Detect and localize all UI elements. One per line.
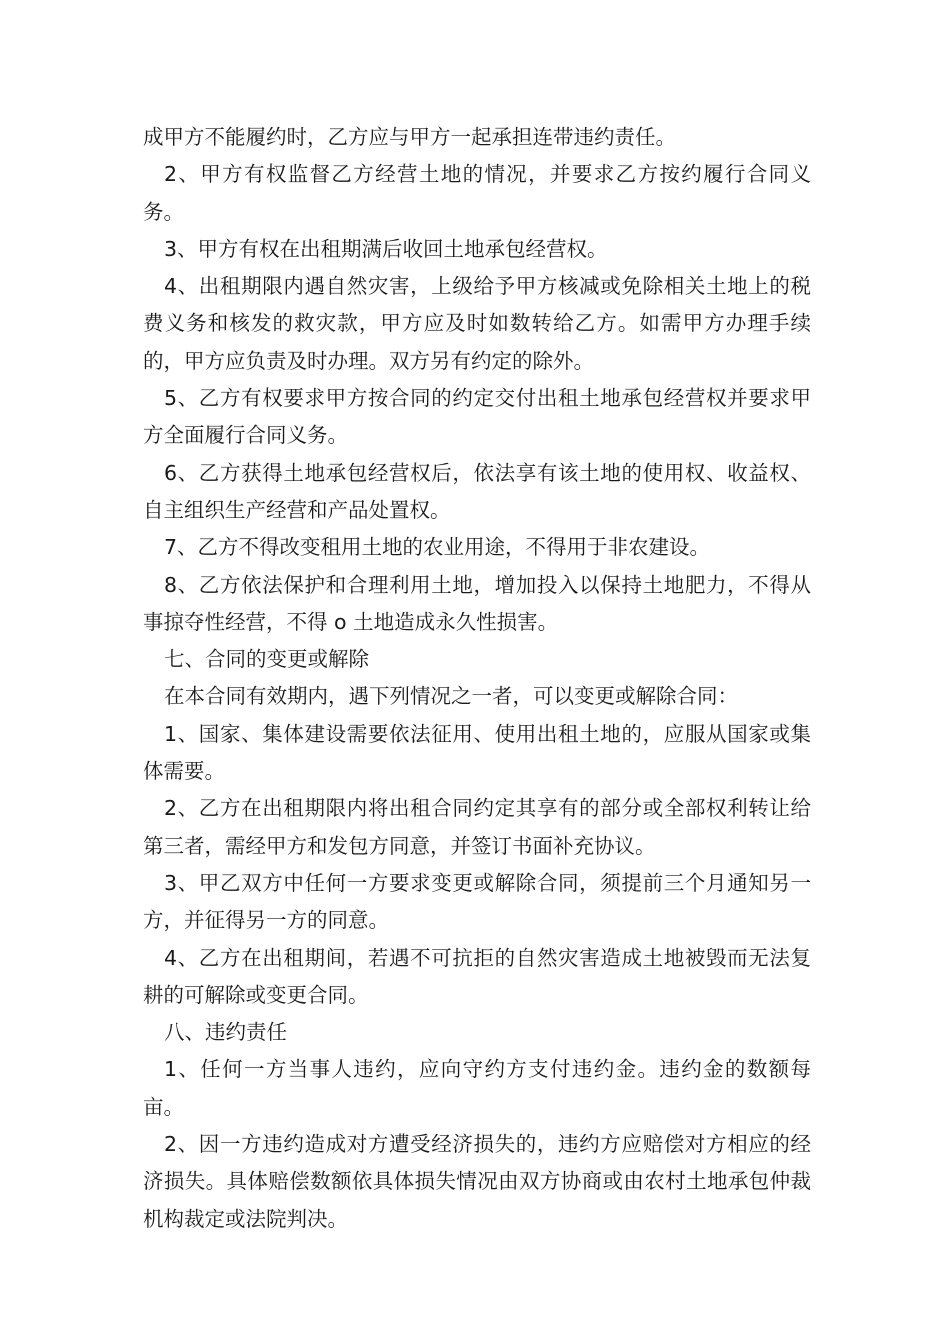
clause-compensation: 2、因一方违约造成对方遭受经济损失的，违约方应赔偿对方相应的经济损失。具体赔偿数额依具体损失情况由双方协商或由农村土地承包仲裁机构裁定或法院判决。 — [143, 1132, 811, 1231]
clause-penalty: 1、任何一方当事人违约，应向守约方支付违约金。违约金的数额每亩。 — [143, 1057, 811, 1119]
clause-advance-notice: 3、甲乙双方中任何一方要求变更或解除合同，须提前三个月通知另一方，并征得另一方的同意。 — [143, 870, 811, 933]
clause-transfer-rights: 2、乙方在出租期限内将出租合同约定其享有的部分或全部权利转让给第三者，需经甲方和发包方同意，并签订书面补充协议。 — [143, 796, 811, 858]
section-heading-breach: 八、违约责任 — [164, 1020, 287, 1045]
section-heading-change-termination: 七、合同的变更或解除 — [164, 647, 369, 672]
section-intro-change-termination: 在本合同有效期内，遇下列情况之一者，可以变更或解除合同： — [164, 684, 738, 709]
clause-protect-land: 8、乙方依法保护和合理利用土地，增加投入以保持土地肥力，不得从事掠夺性经营，不得 o 土地造成永久性损害。 — [143, 572, 811, 634]
clause-disaster-relief: 4、出租期限内遇自然灾害，上级给予甲方核减或免除相关土地上的税费义务和核发的救灾款，甲方应及时如数转给乙方。如需甲方办理手续的，甲方应负责及时办理。双方另有约定的除外。 — [143, 274, 811, 373]
clause-force-majeure: 4、乙方在出租期间，若遇不可抗拒的自然灾害造成土地被毁而无法复耕的可解除或变更合同。 — [143, 945, 811, 1007]
clause-party-b-rights: 6、乙方获得土地承包经营权后，依法享有该土地的使用权、收益权、自主组织生产经营和产品处置权。 — [143, 460, 811, 522]
clause-state-requisition: 1、国家、集体建设需要依法征用、使用出租土地的，应服从国家或集体需要。 — [143, 721, 811, 784]
clause-party-a-supervise: 2、甲方有权监督乙方经营土地的情况，并要求乙方按约履行合同义务。 — [143, 162, 811, 224]
document-body — [143, 119, 811, 1238]
clause-party-a-reclaim: 3、甲方有权在出租期满后收回土地承包经营权。 — [164, 236, 608, 261]
clause-no-change-use: 7、乙方不得改变租用土地的农业用途，不得用于非农建设。 — [164, 535, 711, 560]
clause-party-b-delivery: 5、乙方有权要求甲方按合同的约定交付出租土地承包经营权并要求甲方全面履行合同义务。 — [143, 386, 811, 448]
paragraph-continuation: 成甲方不能履约时，乙方应与甲方一起承担连带违约责任。 — [143, 125, 676, 149]
